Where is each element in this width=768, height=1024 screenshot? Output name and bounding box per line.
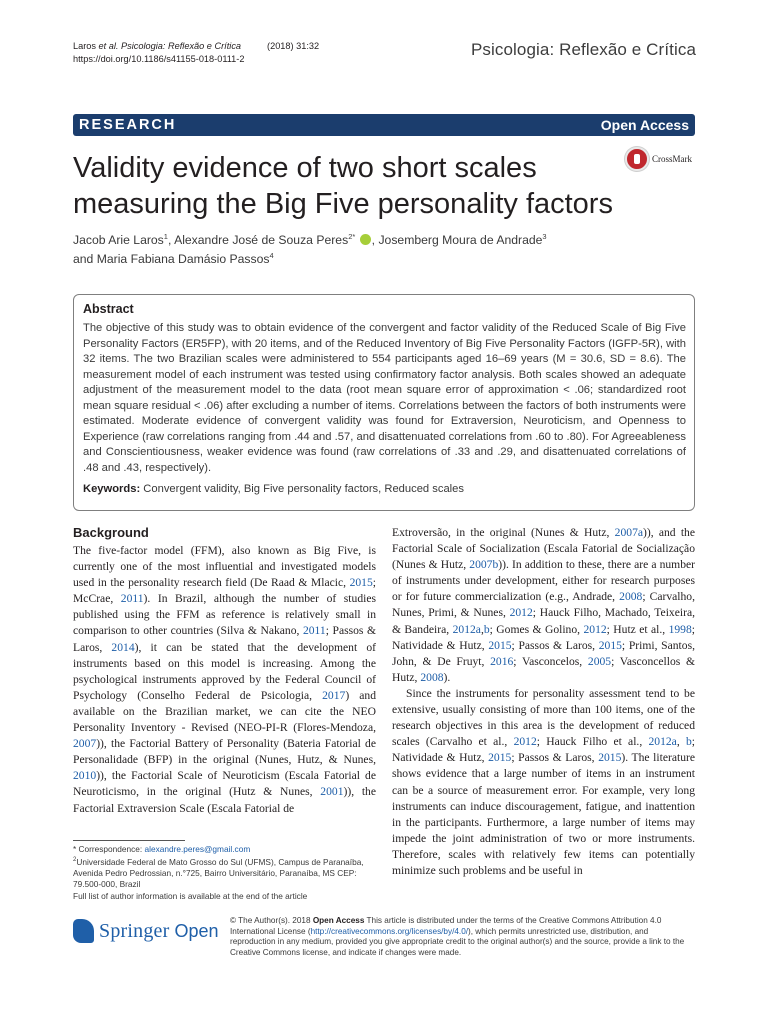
full-author-info-note: Full list of author information is available at the end of the article bbox=[73, 890, 308, 901]
keywords-line bbox=[83, 482, 686, 498]
author-name[interactable]: Maria Fabiana Damásio Passos bbox=[96, 252, 270, 266]
citation-link[interactable]: 2015 bbox=[349, 576, 373, 590]
citation-link[interactable]: b bbox=[483, 622, 490, 636]
running-citation bbox=[73, 40, 319, 66]
author-affiliation-sup: 1 bbox=[163, 231, 168, 241]
author-name[interactable]: Alexandre José de Souza Peres bbox=[174, 233, 349, 247]
citation-link[interactable]: 2015 bbox=[598, 638, 622, 652]
abstract-box bbox=[73, 294, 695, 511]
citation-link[interactable]: 2008 bbox=[619, 590, 643, 604]
orcid-icon[interactable] bbox=[360, 234, 371, 245]
body-paragraph: Extroversão, in the original (Nunes & Hutz, 2007a)), and the Factorial Scale of Socialization (Escala Fatorial de Socialização (Nunes & Hutz, 2007b)). In addition to these, there are a number of instruments under development, either for research purposes or for future commercialization (e.g., Andrade, 2008; Carvalho, Nunes, Primi, & Nunes, 2012; Hauck Filho, Machado, Teixeira, & Bandeira, 2012a,b; Gomes & Golino, 2012; Hutz et al., 1998; Natividade & Hutz, 2015; Passos & Laros, 2015; Primi, Santos, John, & De Fruyt, 2016; Vasconcelos, 2005; Vasconcellos & Hutz, 2008). bbox=[392, 526, 696, 684]
citation-link[interactable]: 2015 bbox=[488, 751, 512, 765]
author-list: Jacob Arie Laros$^1$, Alexandre José de Souza Peres$^{2*}$ , Josemberg Moura de Andrade$^3$ and Maria Fabiana Damásio Passos$^4$ bbox=[73, 231, 547, 266]
citation-link[interactable]: 2012a bbox=[648, 735, 677, 749]
springer-horse-icon bbox=[73, 919, 94, 943]
springer-wordmark: Springer bbox=[99, 919, 170, 942]
author-name[interactable]: Josemberg Moura de Andrade bbox=[378, 233, 543, 247]
citation-etal: et al. bbox=[95, 41, 122, 51]
open-access-bold: Open Access bbox=[312, 916, 365, 925]
citation-link[interactable]: 2012 bbox=[513, 735, 537, 749]
citation-year: (2018) 31:32 bbox=[267, 41, 320, 51]
crossmark-badge[interactable] bbox=[625, 147, 692, 171]
citation-link[interactable]: 2001 bbox=[320, 785, 344, 799]
crossmark-label: CrossMark bbox=[652, 154, 692, 164]
author-affiliation-sup: 2* bbox=[348, 231, 356, 241]
article-title: Validity evidence of two short scales measuring the Big Five personality factors bbox=[73, 152, 613, 220]
citation-link[interactable]: 2010 bbox=[73, 769, 97, 783]
body-paragraph: Since the instruments for personality assessment tend to be extensive, usually consisting of more than 100 items, one of the research objectives in this area is the development of reduced scales (Carvalho et al., 2012; Hauck Filho et al., 2012a, b; Natividade & Hutz, 2015; Passos & Laros, 2015). The literature shows evidence that a large number of items in an instrument can be a source of measurement error. For example, very long instruments can induce discouragement, fatigue, and inattention in the participants. Furthermore, a large number of items may impede the joint administration of two or more instruments. Therefore, scales with relatively few items can potentially minimize such problems and be useful in bbox=[392, 686, 696, 877]
footnote-divider bbox=[73, 840, 185, 841]
springer-open-logo bbox=[73, 919, 219, 943]
cc-license-link[interactable]: http://creativecommons.org/licenses/by/4.0/ bbox=[310, 926, 469, 936]
citation-link[interactable]: 2012 bbox=[583, 622, 607, 636]
citation-link[interactable]: 2012a bbox=[452, 622, 481, 636]
citation-link[interactable]: 2016 bbox=[490, 654, 514, 668]
citation-link[interactable]: 2007b bbox=[469, 558, 499, 572]
citation-link[interactable]: b bbox=[685, 735, 692, 749]
journal-name: Psicologia: Reflexão e Crítica bbox=[470, 40, 696, 59]
citation-link[interactable]: 2005 bbox=[587, 654, 612, 668]
author-conjunction: and bbox=[73, 252, 97, 266]
keywords-label: Keywords: bbox=[83, 483, 141, 495]
affiliation-text: Universidade Federal de Mato Grosso do Sul (UFMS), Campus de Paranaíba, Avenida Pedro Pedrossian, n.°725, Bairro Universitário, Paranaíba, MS CEP: 79.500-000, Brazil bbox=[73, 856, 364, 890]
author-name[interactable]: Jacob Arie Laros bbox=[73, 233, 164, 247]
author-affiliation-sup: 3 bbox=[542, 231, 547, 241]
citation-link[interactable]: 2008 bbox=[420, 670, 444, 684]
crossmark-icon bbox=[625, 147, 649, 171]
citation-link[interactable]: 2011 bbox=[120, 592, 144, 606]
open-wordmark: Open bbox=[174, 920, 219, 941]
citation-link[interactable]: 2017 bbox=[322, 688, 346, 702]
citation-authors: Laros bbox=[73, 41, 96, 51]
citation-link[interactable]: 2011 bbox=[302, 624, 326, 638]
keywords-text: Convergent validity, Big Five personality factors, Reduced scales bbox=[140, 483, 464, 495]
section-heading-background: Background bbox=[73, 525, 149, 540]
open-access-label: Open Access bbox=[600, 117, 689, 133]
citation-link[interactable]: 2012 bbox=[509, 606, 533, 620]
author-affiliation-sup: 4 bbox=[269, 250, 274, 260]
correspondence-email[interactable]: alexandre.peres@gmail.com bbox=[144, 844, 251, 854]
citation-link[interactable]: 2007a bbox=[614, 526, 644, 539]
citation-journal: Psicologia: Reflexão e Crítica bbox=[121, 41, 242, 51]
license-statement: © The Author(s). 2018 Open Access This article is distributed under the terms of the Creative Commons Attribution 4.0 International License (http://creativecommons.org/licenses/by/4.0/), which permits unrestricted use, distribution, and reproduction in any medium, provided you give appropriate credit to the original author(s) and the source, provide a link to the Creative Commons license, and indicate if changes were made. bbox=[230, 916, 685, 957]
citation-link[interactable]: 2015 bbox=[488, 638, 512, 652]
citation-link[interactable]: 2014 bbox=[111, 640, 135, 654]
body-paragraph: The five-factor model (FFM), also known as Big Five, is currently one of the most influential and investigated models used in the personality research field (De Raad & Mlacic, 2015; McCrae, 2011). In Brazil, although the number of studies published using the FFM as reference is relatively small in comparison to other countries (Silva & Nakano, 2011; Passos & Laros, 2014), it can be stated that the development of instruments based on this model is increasing. Among the psychological instruments approved by the Federal Council of Psychology (Conselho Federal de Psicologia, 2017) and available on the Brazilian market, we can cite the NEO Personality Inventory - Revised (NEO-PI-R (Flores-Mendoza, 2007)), the Factorial Battery of Personality (Bateria Fatorial de Personalidade (BFP) in the original (Nunes, Hutz, & Nunes, 2010)), the Factorial Scale of Neuroticism (Escala Fatorial de Neuroticismo, in the original (Hutz & Nunes, 2001)), the Factorial Extraversion Scale (Escala Fatorial de bbox=[73, 544, 377, 815]
article-type-banner bbox=[73, 114, 695, 136]
footnote bbox=[73, 844, 376, 902]
citation-link[interactable]: 1998 bbox=[668, 622, 692, 636]
citation-link[interactable]: 2007 bbox=[73, 737, 97, 751]
doi-link[interactable]: https://doi.org/10.1186/s41155-018-0111-2 bbox=[73, 54, 245, 64]
citation-link[interactable]: 2015 bbox=[598, 751, 622, 765]
right-column bbox=[392, 525, 695, 879]
correspondence-label: * Correspondence: bbox=[73, 844, 145, 854]
article-type-label: RESEARCH bbox=[79, 117, 177, 133]
abstract-heading: Abstract bbox=[83, 302, 134, 316]
affiliation-sup: 2 bbox=[73, 857, 77, 864]
abstract-body: The objective of this study was to obtain evidence of the convergent and factor validity of the Reduced Scale of Big Five Personality Factors (ER5FP), with 20 items, and of the Reduced Inventory of Big Five Personality Factors (IGFP-5R), with 32 items. The two Brazilian scales were administered to 554 participants aged 16–69 years (M = 30.6, SD = 8.6). The measurement model of each instrument was tested using confirmatory factor analysis. Both scales showed an adequate adjustment of the measurement model to the data (root mean square error of approximation < .06; standardized root mean square residual < .06) after excluding a number of items. Correlations between the factors of both instruments were estimated. Moderate evidence of convergent validity was found for Extraversion, Neuroticism, and Openness to Experience (raw correlations ranging from .44 and .57, and disattenuated correlations from .60 to .80). For Agreeableness and Conscientiousness, weaker evidence was found (raw correlations of .33 and .29, and disattenuated correlations of .48 and .43, respectively). bbox=[83, 322, 686, 474]
left-column bbox=[73, 525, 376, 817]
